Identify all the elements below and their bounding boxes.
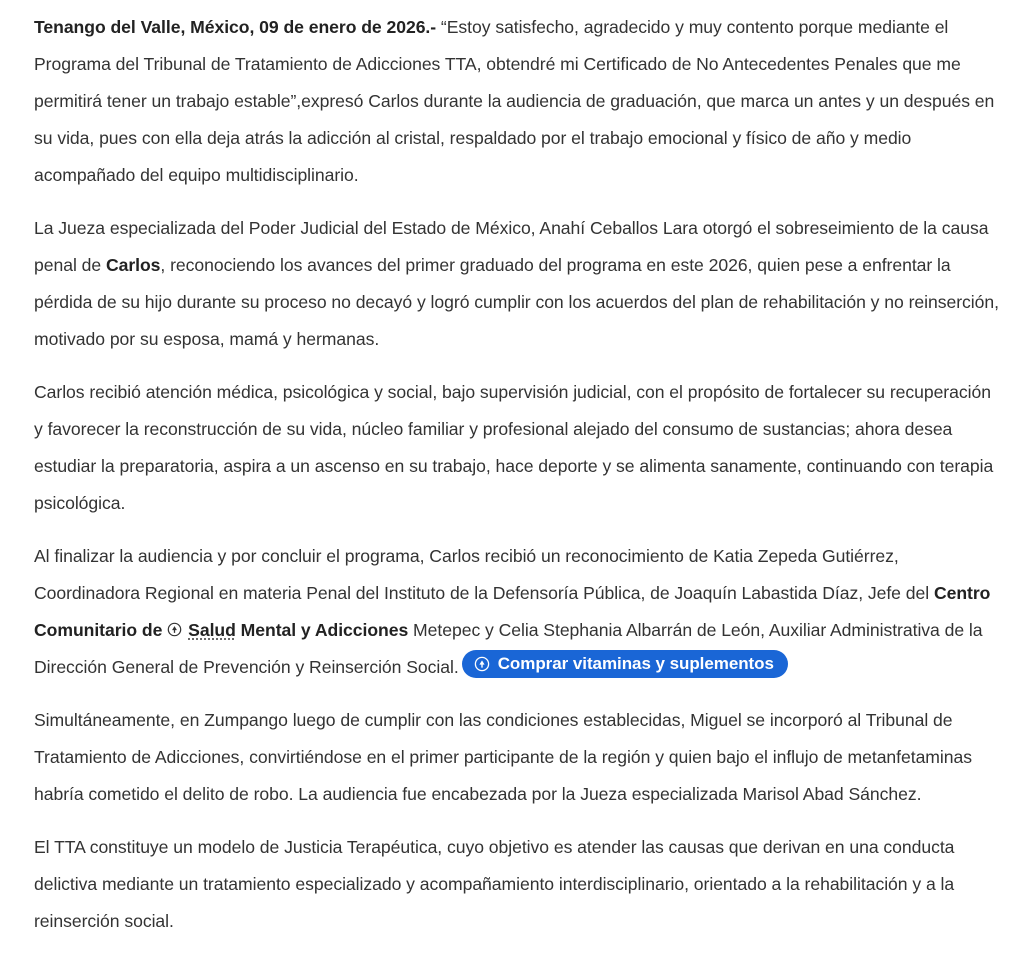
paragraph-6 — [34, 829, 1004, 940]
paragraph-2-text-start: La Jueza especializada del Poder Judicial del Estado de México, Anahí Ceballos Lara otorgó el sobreseimiento de la causa penal de — [34, 218, 989, 275]
paragraph-3-text: Carlos recibió atención médica, psicológica y social, bajo supervisión judicial, con el propósito de fortalecer su recuperación y favorecer la reconstrucción de su vida, núcleo familiar y profesional alejado del consumo de sustancias; ahora desea estudiar la preparatoria, aspira a un ascenso en su trabajo, hace deporte y se alimenta sanamente, continuando con terapia psicológica. — [34, 382, 994, 513]
highlight-name: Carlos — [105, 255, 161, 275]
paragraph-2-text-end: , reconociendo los avances del primer graduado del programa en este 2026, quien pese a enfrentar la pérdida de su hijo durante su proceso no decayó y logró cumplir con los acuerdos del plan de rehabilitación y no reinserción, motivado por su esposa, mamá y hermanas. — [34, 255, 999, 349]
center-name-end: Mental y Adicciones — [235, 620, 409, 640]
salud-link[interactable]: Salud — [188, 620, 236, 640]
paragraph-3 — [34, 374, 1004, 522]
paragraph-4-text-end: Metepec y Celia Stephania Albarrán de León, Auxiliar Administrativa de la Dirección General de Prevención y Reinserción Social. — [34, 620, 983, 677]
circle-arrow-up-icon — [167, 622, 182, 637]
circle-arrow-up-icon — [474, 656, 490, 672]
paragraph-6-text: El TTA constituye un modelo de Justicia Terapéutica, cuyo objetivo es atender las causas que derivan en una conducta delictiva mediante un tratamiento especializado y acompañamiento interdisciplinario, orientado a la rehabilitación y a la reinserción social. — [34, 837, 955, 931]
paragraph-5-text: Simultáneamente, en Zumpango luego de cumplir con las condiciones establecidas, Miguel se incorporó al Tribunal de Tratamiento de Adicciones, convirtiéndose en el primer participante de la región y quien bajo el influjo de metanfetaminas habría cometido el delito de robo. La audiencia fue encabezada por la Jueza especializada Marisol Abad Sánchez. — [34, 710, 972, 804]
paragraph-1-text: “Estoy satisfecho, agradecido y muy contento porque mediante el Programa del Tribunal de Tratamiento de Adicciones TTA, obtendré mi Certificado de No Antecedentes Penales que me permitirá tener un trabajo estable”,expresó Carlos durante la audiencia de graduación, que marca un antes y un después en su vida, pues con ella deja atrás la adicción al cristal, respaldado por el trabajo emocional y físico de año y medio acompañado del equipo multidisciplinario. — [34, 17, 995, 185]
paragraph-2 — [34, 210, 1004, 358]
paragraph-5 — [34, 702, 1004, 813]
paragraph-4 — [34, 538, 1004, 686]
center-name-start: Centro Comunitario de — [34, 583, 991, 640]
paragraph-1 — [34, 9, 1004, 194]
buy-vitamins-button[interactable] — [462, 650, 788, 678]
paragraph-4-text-start: Al finalizar la audiencia y por concluir el programa, Carlos recibió un reconocimiento de Katia Zepeda Gutiérrez, Coordinadora Regional en materia Penal del Instituto de la Defensoría Pública, de Joaquín Labastida Díaz, Jefe del — [34, 546, 934, 603]
article-body — [34, 9, 1004, 956]
buy-vitamins-label: Comprar vitaminas y suplementos — [497, 654, 774, 673]
dateline: Tenango del Valle, México, 09 de enero de 2026.- — [34, 17, 437, 37]
